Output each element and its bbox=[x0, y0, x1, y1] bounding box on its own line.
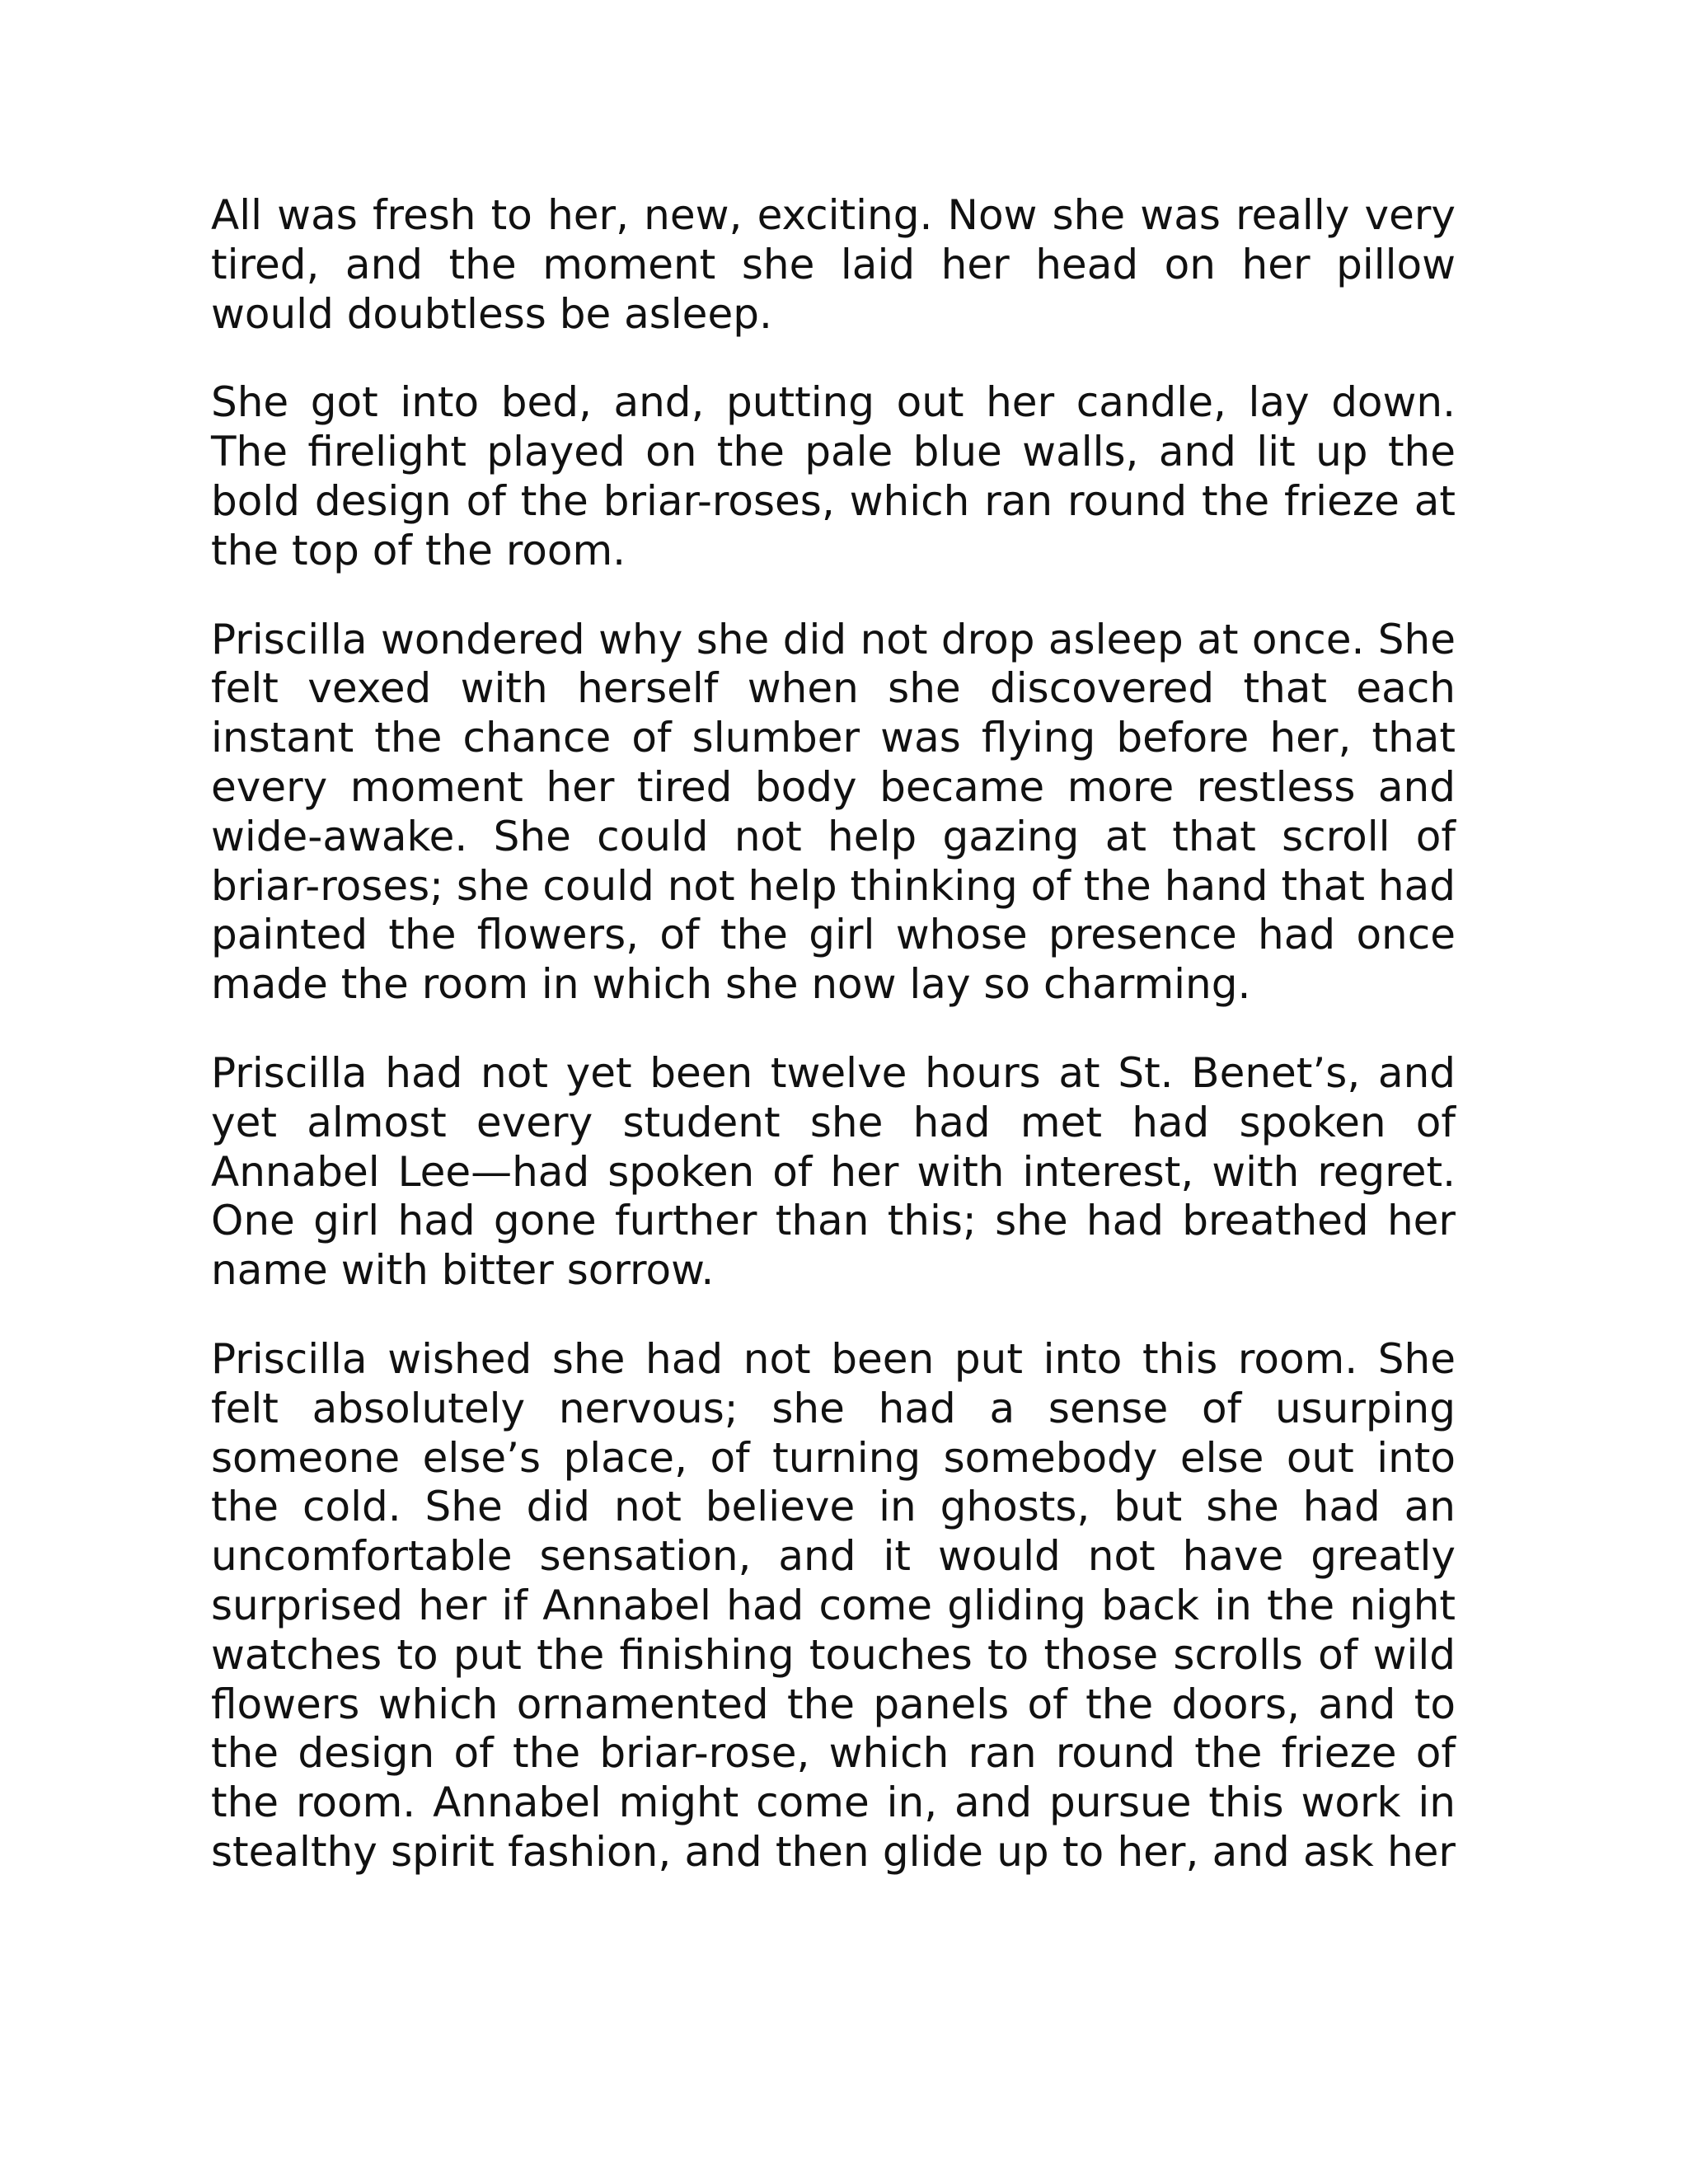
paragraph-4: Priscilla had not yet been twelve hours at St. Benet’s, and yet almost every student she had met had spoken of Annabel Lee—had spoken of her with interest, with regret. One girl had gone further than this; she had breathed her name with bitter sorrow. bbox=[211, 1048, 1456, 1295]
document-page bbox=[211, 191, 1456, 1877]
paragraph-3: Priscilla wondered why she did not drop asleep at once. She felt vexed with herself when she discovered that each instant the chance of slumber was flying before her, that every moment her tired body became more restless and wide-awake. She could not help gazing at that scroll of briar-roses; she could not help thinking of the hand that had painted the flowers, of the girl whose presence had once made the room in which she now lay so charming. bbox=[211, 615, 1456, 1009]
paragraph-1: All was fresh to her, new, exciting. Now she was really very tired, and the moment she laid her head on her pillow would doubtless be asleep. bbox=[211, 191, 1456, 338]
paragraph-2: She got into bed, and, putting out her candle, lay down. The firelight played on the pale blue walls, and lit up the bold design of the briar-roses, which ran round the frieze at the top of the room. bbox=[211, 378, 1456, 574]
paragraph-5: Priscilla wished she had not been put into this room. She felt absolutely nervous; she had a sense of usurping someone else’s place, of turning somebody else out into the cold. She did not believe in ghosts, but she had an uncomfortable sensation, and it would not have greatly surprised her if Annabel had come gliding back in the night watches to put the finishing touches to those scrolls of wild flowers which ornamented the panels of the doors, and to the design of the briar-rose, which ran round the frieze of the room. Annabel might come in, and pursue this work in stealthy spirit fashion, and then glide up to her, and ask her bbox=[211, 1334, 1456, 1876]
